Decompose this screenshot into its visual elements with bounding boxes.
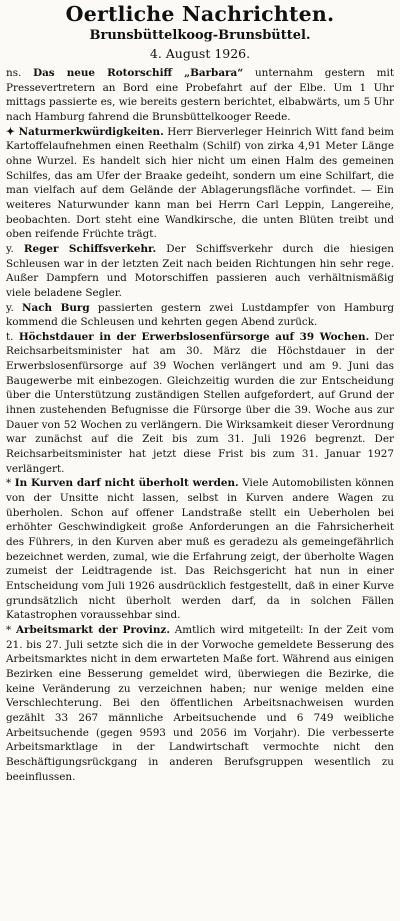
article-headline: Reger Schiffsverkehr.: [23, 242, 157, 255]
article-prefix: *: [6, 623, 16, 636]
article-naturmerkwuerdigkeiten: [6, 125, 394, 242]
article-prefix: t.: [6, 330, 19, 343]
article-headline: In Kurven darf nicht überholt werden.: [14, 477, 239, 490]
article-prefix: y.: [6, 242, 24, 255]
article-headline: Höchstdauer in der Erwerbslosenfürsorge auf 39 Wochen.: [18, 330, 370, 343]
article-body: Der Reichsarbeitsminister hat am 30. März die Höchstdauer in der Erwerbslosenfürsorge auf 39 Wochen verlängert und am 9. Juni das Baugewerbe mit einbezogen. Gleichzeitig wurden die zur Entscheidung über die Unterstützung zuständigen Stellen aufgefordert, auf Grund der ihnen zustehenden Befugnisse die Fürsorge über die 39. Woche aus zur Dauer von 52 Wochen zu verlängern. Die Wirksamkeit dieser Verordnung war zunächst auf die Zeit bis zum 31. Juli 1926 begrenzt. Der Reichsarbeitsminister hat jetzt diese Frist bis zum 31. Januar 1927 verlängert.: [6, 330, 395, 475]
article-arbeitsmarkt: [6, 623, 394, 784]
issue-date: 4. August 1926.: [149, 46, 251, 61]
masthead: [6, 2, 394, 63]
section-title: Oertliche Nachrichten.: [65, 2, 335, 26]
article-rotorschiff: [6, 66, 394, 125]
article-body: Viele Automobilisten können von der Unsitte nicht lassen, selbst in Kurven andere Wagen zu überholen. Schon auf offener Landstraße stellt ein Ueberholen bei erhöhter Geschwindigkeit große Anforderungen an die Fahrsicherheit des Führers, in den Kurven aber muß es geradezu als gemeingefährlich bezeichnet werden, zumal, wie die Erfahrung zeigt, der überholte Wagen zumeist der Leidtragende ist. Das Reichsgericht hat nun in einer Entscheidung vom Juli 1926 ausdrücklich festgestellt, daß in einer Kurve grundsätzlich nicht überholt werden darf, da in solchen Fällen Katastrophen voraussehbar sind.: [6, 477, 394, 622]
article-schiffsverkehr: [6, 242, 394, 301]
article-body: Amtlich wird mitgeteilt: In der Zeit vom 21. bis 27. Juli setzte sich die in der Vorwoche gemeldete Besserung des Arbeitsmarktes nicht in dem erwarteten Maße fort. Während aus einigen Bezirken eine Besserung gemeldet wird, überwiegen die Bezirke, die keine Veränderung zu verzeichnen haben; nur wenige melden eine Verschlechterung. Bei den öffentlichen Arbeitsnachweisen wurden gezählt 33 267 männliche Arbeitsuchende und 6 749 weibliche Arbeitsuchende (gegen 9593 und 2056 im Vorjahr). Die verbesserte Arbeitsmarktlage in der Landwirtschaft vermochte nicht den Beschäftigungsrückgang in anderen Berufsgruppen wesentlich zu beeinflussen.: [6, 623, 395, 783]
locality-subtitle: Brunsbüttelkoog-Brunsbüttel.: [89, 28, 311, 43]
article-prefix: ns.: [6, 67, 34, 79]
article-nach-burg: [6, 301, 394, 330]
article-body: Der Schiffsverkehr durch die hiesigen Schleusen war in der letzten Zeit nach beiden Richtungen hin sehr rege. Außer Dampfern und Motorschiffen passieren auch verhältnismäßig viele beladene Segler.: [6, 242, 394, 299]
article-kurven: [6, 476, 394, 623]
article-body: unternahm gestern mit Pressevertretern an Bord eine Probefahrt auf der Elbe. Um 1 Uhr mittags passierte es, wie bereits gestern berichtet, elbabwärts, um 5 Uhr nach Hamburg fahrend die Brunsbüttelkooger Reede.: [6, 67, 395, 123]
diamond-bullet-icon: ✦: [6, 125, 19, 138]
article-body: Herr Bierverleger Heinrich Witt fand beim Kartoffelaufnehmen einen Reethalm (Schilf) von zirka 4,91 Meter Länge ohne Wurzel. Es handelt sich hier nicht um einen Halm des gemeinen Schilfes, das am Ufer der Braake gedeiht, sondern um eine Schilfart, die man vielfach auf dem Gelände der Ablagerungsfläche vorfindet. — Ein weiteres Naturwunder kann man bei Herrn Carl Leppin, Langereihe, beobachten. Dort steht eine Wandkirsche, die unten Blüten treibt und oben reifende Früchte trägt.: [6, 125, 395, 241]
article-headline: Naturmerkwürdigkeiten.: [18, 125, 164, 138]
article-body: passierten gestern zwei Lustdampfer von Hamburg kommend die Schleusen und kehrten gegen Abend zurück.: [6, 301, 394, 329]
article-headline: Arbeitsmarkt der Provinz.: [15, 623, 170, 636]
article-prefix: y.: [6, 301, 22, 314]
article-headline: Nach Burg: [21, 301, 90, 314]
article-headline: Das neue Rotorschiff „Barbara“: [33, 67, 244, 79]
article-erwerbslosenfuersorge: [6, 330, 394, 477]
article-prefix: *: [6, 477, 15, 490]
